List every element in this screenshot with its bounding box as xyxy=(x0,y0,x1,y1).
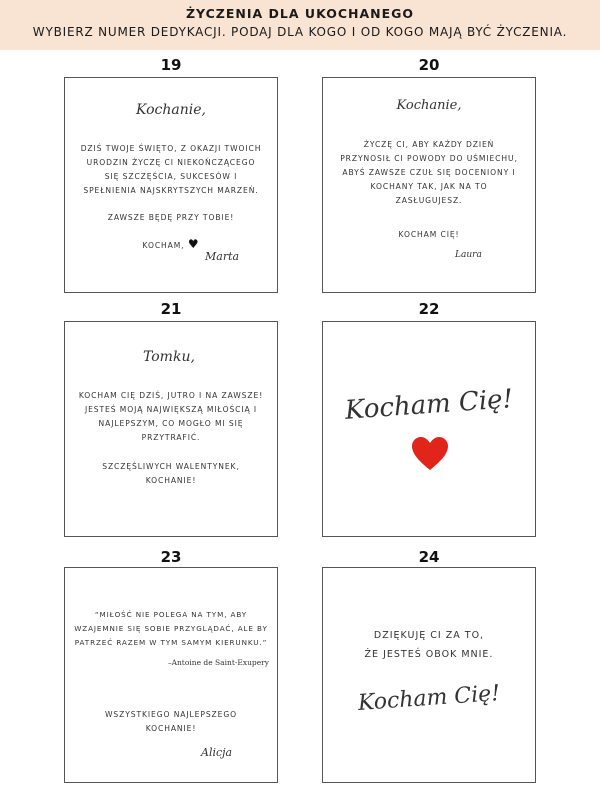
quote-author: –Antoine de Saint-Exupery xyxy=(167,658,269,667)
card-number-19: 19 xyxy=(160,56,182,74)
card-number-24: 24 xyxy=(418,548,440,566)
card-body: DZIŚ TWOJE ŚWIĘTO, Z OKAZJI TWOICH URODZIN ŻYCZĘ CI NIEKOŃCZĄCEGO SIĘ SZCZĘŚCIA, SUKCESÓW I SPEŁNIENIA NAJSKRYTSZYCH MARZEŃ. xyxy=(80,144,262,195)
card-line: ZAWSZE BĘDĘ PRZY TOBIE! xyxy=(107,213,235,222)
page-subtitle: WYBIERZ NUMER DEDYKACJI. PODAJ DLA KOGO I OD KOGO MAJĄ BYĆ ŻYCZENIA. xyxy=(32,25,568,39)
card-number-22: 22 xyxy=(418,300,440,318)
card-script-text: Kocham Cię! xyxy=(344,384,514,426)
page-title: ŻYCZENIA DLA UKOCHANEGO xyxy=(185,6,415,21)
card-body: DZIĘKUJĘ CI ZA TO, ŻE JESTEŚ OBOK MNIE. xyxy=(364,630,494,660)
card-signature: Alicja xyxy=(201,746,233,759)
dedication-card-19[interactable] xyxy=(64,77,278,293)
dedication-card-21[interactable] xyxy=(64,321,278,537)
card-closing: WSZYSTKIEGO NAJLEPSZEGO KOCHANIE! xyxy=(104,710,238,733)
card-body: KOCHAM CIĘ DZIŚ, JUTRO I NA ZAWSZE! JESTEŚ MOJĄ NAJWIĘKSZĄ MIŁOŚCIĄ I NAJLEPSZYM, CO MOGŁO MI SIĘ PRZYTRAFIĆ. xyxy=(78,391,264,442)
header-banner xyxy=(0,0,600,50)
card-signature: Marta xyxy=(205,250,240,263)
card-number-23: 23 xyxy=(160,548,182,566)
dedication-card-23[interactable] xyxy=(64,567,278,783)
card-closing: KOCHAM CIĘ! xyxy=(398,230,460,239)
dedication-card-24[interactable] xyxy=(322,567,536,783)
dedication-card-20[interactable] xyxy=(322,77,536,293)
card-greeting: Tomku, xyxy=(143,349,195,365)
card-number-20: 20 xyxy=(418,56,440,74)
card-greeting: Kochanie, xyxy=(136,102,206,118)
heart-icon xyxy=(411,437,449,471)
card-script-text: Kocham Cię! xyxy=(357,681,501,716)
card-body: ŻYCZĘ CI, ABY KAŻDY DZIEŃ PRZYNOSIŁ CI POWODY DO UŚMIECHU, ABYŚ ZAWSZE CZUŁ SIĘ DOCENIONY I KOCHANY TAK, JAK NA TO ZASŁUGUJESZ. xyxy=(340,140,518,205)
heart-icon: ♥ xyxy=(187,237,200,251)
card-signature: Laura xyxy=(455,250,482,260)
card-closing: SZCZĘŚLIWYCH WALENTYNEK, KOCHANIE! xyxy=(102,462,240,485)
card-number-21: 21 xyxy=(160,300,182,318)
card-quote: “MIŁOŚĆ NIE POLEGA NA TYM, ABY WZAJEMNIE SIĘ SOBIE PRZYGLĄDAĆ, ALE BY PATRZEĆ RAZEM W TYM SAMYM KIERUNKU.” xyxy=(74,610,268,647)
dedication-card-22[interactable] xyxy=(322,321,536,537)
card-greeting: Kochanie, xyxy=(396,98,462,113)
card-closing: KOCHAM, ♥ xyxy=(142,237,200,251)
